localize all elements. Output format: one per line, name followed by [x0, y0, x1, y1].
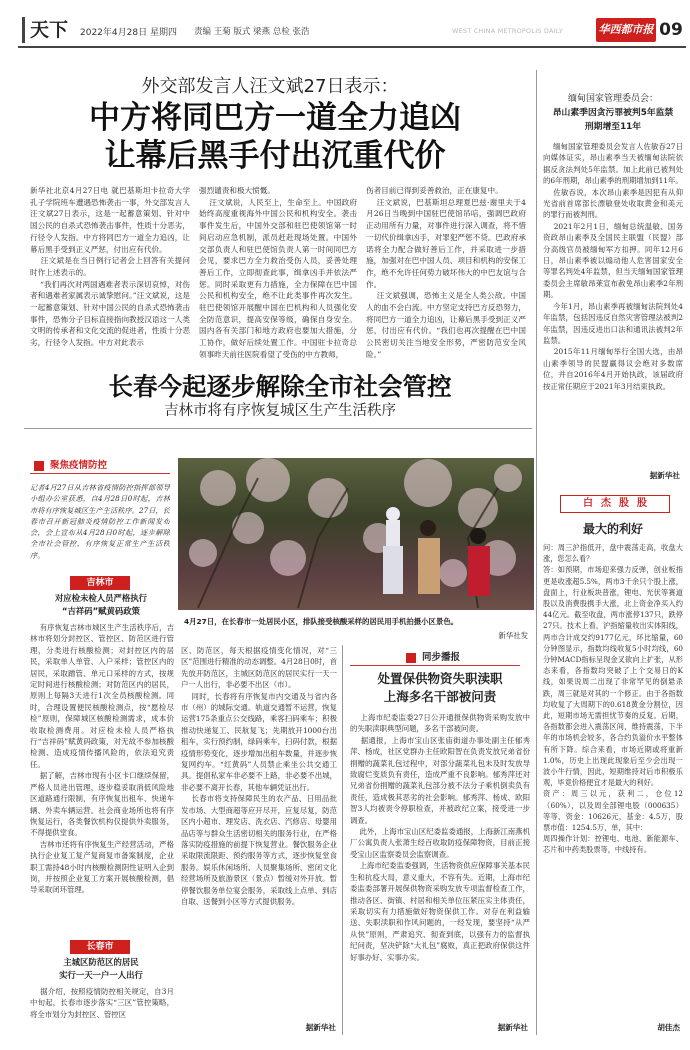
section-name: 天下 — [30, 19, 69, 41]
section-bar — [22, 17, 25, 43]
news-photo — [178, 458, 534, 610]
masthead-editors: 责编 王菊 版式 梁燕 总检 张浩 — [194, 27, 310, 37]
broadcast-tag-marker — [406, 653, 416, 663]
sub2-kicker: 长春市 — [70, 940, 130, 954]
lead-title-line1: 中方将同巴方一道全力追凶 — [89, 100, 461, 136]
jilin-article-body: 有序恢复吉林市城区生产生活秩序后，吉林市将划分封控区、管控区、防范区进行管理，分类进行核酸检测；对封控区内的居民，采取单人单管、入户采样；管控区内的居民，采取蹭管、单元口采样的方式，按规定时间进行核酸检测；对防范区内的居民，原则上每隔3天进行1次全员核酸检测。同时，合理设置便民核酸检测点，按“愿检尽检”原则，保障城区核酸检测需求，成本价收取检测费用。对应检未检人员严格执行“吉祥码”赋黄码政策，对无故不参加核酸检测、造成疫情传播风险的，依法追究责任。 据了解，吉林市现有小区卡口继续保留，严格人员进出管理，逐步稳妥取消低风险地区道路通行限制，有序恢复出租车、快递车辆、外卖车辆运营。社会商业场所也将有序恢复运行，各类餐饮机构仅提供外卖服务，不得提供堂食。 吉林市还将有序恢复生产经营活动，严格执行企业复工复产复商复市备案制度，企业职工需持48小时内核酸检测阴性证明入企到岗，并按照企业复工方案开展核酸检测，倡导采取闭环管理。 — [30, 623, 174, 895]
stock-column-tag — [560, 495, 670, 513]
sub2-title-line2: 实行一天一户一人出行 — [59, 970, 143, 980]
topic-tag-marker — [34, 461, 44, 471]
broadcast-tag — [350, 650, 520, 666]
lead-kicker: 外交部发言人汪文斌27日表示： — [141, 76, 399, 97]
broadcast-body: 上海市纪委监委27日公开通报保供物资采购发放中的失职渎职典型问题，多名干部被问责。 据通报，上海市宝山区张庙街道办事处副主任郁秀萍、杨成，社区党群办主任欧阳智在负责发放兄弟省份捐赠的蔬菜礼包过程中，对部分蔬菜礼包未及时发放导致腐烂变质负有责任，造成严重不良影响。郁秀萍还对兄弟省份捐赠的蔬菜礼包部分被不法分子乘机倒卖负有责任，造成极其恶劣的社会影响。郁秀萍、杨成、欧阳智3人均被责令停职检查，并被政纪立案，接受进一步调查。 此外，上海市宝山区纪委监委通报，上海新江南燕机厂公寓负责人张萧生经百收取防疫保障物资，目前正接受宝山区监察委员会监察调查。 上海市纪委监委强调，生活物资供应保障事关基本民生和抗疫大局，意义重大，不容有失。近期，上海市纪委监委部署开展保供物资采购发放专项监督检查工作，推动各区、街镇、村居和相关单位压紧压实主体责任，采取切实有力措施做好物资保供工作。对存在利益输送、失职渎职和作风问题的，一经发现，要坚持“从严从快”原则，严肃追究、彻查到底，以强有力的监督执纪问责，坚决铲除“大礼包”腐败，真正把政府保供这件好事办好、实事办实。 — [350, 713, 530, 962]
page-number: 09 — [659, 20, 683, 40]
photo-illustration — [178, 458, 534, 610]
lead-column-3: 伤者目前已得到妥善救治，正在康复中。 汪文斌说，巴基斯坦总理夏巴兹·谢里夫于4月26日当晚到中国驻巴使馆吊唁，强调巴政府正动用所有力量，对事件进行深入调查，将不惜一切代价缉拿凶手，对罪犯严惩不贷。巴政府承诺将全力配合做好善后工作，并采取进一步措施，加强对在巴中国人员、项目和机构的安保工作，绝不允许任何势力破坏伟大的中巴友谊与合作。 汪文斌强调，恐怖主义是全人类公敌。中国人的血不会白流。中方坚定支持巴方反恐努力，将同巴方一道全力追凶，让幕后黑手受到正义严惩，付出应有代价。“我们也再次提醒在巴中国公民密切关注当地安全形势，严密防范安全风险。” — [366, 186, 526, 359]
topic-tag — [30, 458, 170, 474]
section-badge — [22, 16, 70, 46]
main-subtitle: 吉林市将有序恢复城区生产生活秩序 — [164, 403, 396, 419]
sub1-kicker: 吉林市 — [70, 576, 130, 590]
sub2-title-line1: 主城区防范区的居民 — [63, 957, 139, 967]
changchun-article-intro: 据介绍，按照疫情防控相关规定，自3月中旬起，长春市逐步落实“三区”管控策略，将全市划分为封控区、管控区 — [30, 987, 174, 1019]
newspaper-logo — [596, 18, 656, 42]
photo-credit: 新华社发 — [498, 631, 528, 640]
right-story-body: 缅甸国家管理委员会发言人佐敏吞27日向媒体证实，昂山素季当天被缅甸法院依据反贪法判处5年监禁。加上此前已被判处的6年刑期，昂山素季的刑期增加到11年。 佐敏吞说，本次昂山素季是因犯有从仰光省前首席部长漂敏登处收取黄金和美元的罪行而被判刑。 2021年2月1日，缅甸总统温敏、国务资政昂山素季及全国民主联盟（民盟）部分高级官员被缅甸军方扣押。同年12月6日，昂山素季被以煽动他人危害国家安全等罪名判处4年监禁，但当天缅甸国家管理委员会主席敏昂莱宣布赦免昂山素季2年刑期。 今年1月，昂山素季再被缅甸法院判处4年监禁，包括因违反自然灾害管理法被判2年监禁，因违反进出口法和通讯法被判2年监禁。 2015年11月缅甸举行全国大选，由昂山素季领导的民盟赢得议会绝对多数席位，并自2016年4月开始执政，该届政府按正常任期应于2021年3月结束执政。 — [543, 142, 683, 391]
right-kicker: 缅甸国家管理委员会： — [567, 94, 658, 104]
headline-rule — [24, 428, 532, 429]
stock-author: 胡佳杰 — [657, 1023, 680, 1032]
stock-body: 问：周三沪指低开，盘中震荡走高，收盘大涨，您怎么看？ 答：如预期，市场迎来强力反弹，创业板指更是收涨超5.5%，两市3千余只个股上涨，盘面上，行业板块普涨，锂电、光伏等赛道股以及消费股携手大涨，北上资金净买入约44亿元。截至收盘，两市涨停137只，跌停27只。技术上看，沪指缩量收出实体阳线，两市合计成交约9177亿元，环比缩量，60分钟图显示，指数均线收复5小时均线，60分钟MACD指标呈现金叉欲向上扩张，从形态来看，各指数均突破了上个交易日的K线，如果说周二出现了非常罕见的倒悬杀跌，周三就是对其的一个修正。由于各指数均收复了大周期下的0.618黄金分割位，因此，短期市场无需担忧节奏的反复。后期，各指数都会进入震荡区间，维持震荡，下半年的市场机会较多，各合约负溢价水平整体有所下降。综合来看，市场近期或将重新1.0%，历史上出现此现象后至少会出现一波小牛行情，因此，短期维持对后市积极乐观，毕竟价格便宜才是最大的利好。 资产：周三以元，获利二，仓位12（60%），以及周全部锂电股（000635）等等，资金：10626元，基金：4.5万，股票市值：1254.5万，单，其中： 周四操作计划：控锂电、电池、新能源车、芯片和中药类股票等，中线持有。 — [543, 543, 683, 855]
changchun-article-body: 区、防范区，每天根据疫情变化情况，对“三区”范围进行精准的动态调整。4月28日0时，首先放开防范区，主城区防范区的居民实行一天一户一人出行，非必要不出区（市）。 同时，长春将有序恢复市内交通及与省内各市（州）的城际交通。轨道交通暂不运营，恢复运营175条重点公交线路，乘客扫码乘车；积极推动快递复工、民航复飞；先期放开1000台出租车，实行预约制，绿码乘车，扫码付款，根据疫情形势变化，逐步增加出租车数量，并逐步恢复网约车。“红黄码”人员禁止乘坐公共交通工具。提倡私家车非必要不上路，非必要不出城，非必要不离开长春，其他车辆凭证出行。 长春市将支持保障民生的农产品、日用品批发市场、大型商超等应开尽开，应复尽复，防范区内小超市、理发店、洗衣店、汽修店、母婴用品店等与群众生活密切相关的服务行业，在严格落实防疫措施的前提下恢复营业。餐饮服务企业采取限流限距、预约服务等方式，逐步恢复堂食服务。娱乐休闲场所、人员聚集场所、密闭文化经营场所及旅游景区（景点）暂缓对外开放。暂停餐饮服务单位宴会服务，采取线上点单、到店自取、送餐到小区等方式提供服务。 — [181, 646, 337, 906]
photo-caption: 4月27日，在长春市一处居民小区，排队接受核酸采样的居民用手机拍摄小区景色。 — [184, 617, 459, 626]
right-story-source: 据新华社 — [649, 471, 680, 480]
lead-column-1: 新华社北京4月27日电 就巴基斯坦卡拉奇大学孔子学院班车遭遇恐怖袭击一事，外交部发言人汪文斌27日表示，这是一起蓄意策划、针对中国公民的自杀式恐怖袭击事件，性质十分恶劣，行径令人发指。中方将同巴方一道全力追凶，让幕后黑手受到正义严惩，付出应有代价。 汪文斌是在当日例行记者会上回答有关提问时作上述表示的。 “我们再次对两国遇难者表示深切哀悼，对伤者和遇难者家属表示诚挚慰问。”汪文斌说，这是一起蓄意策划、针对中国公民的自杀式恐怖袭击事件，恐怖分子目标直接指向教授汉语这一人类文明的传承者和文化交流的促进者，性质十分恶劣，行径令人发指。中方对此表示 — [30, 186, 190, 348]
right-title-line1: 昂山素季因贪污罪被判5年监禁 — [552, 108, 674, 118]
main-intro: 记者4月27日从吉林省疫情防控指挥部领导小组办公室获悉，自4月28日0时起，吉林市将有序恢复城区生产生活秩序。27日，长春市召开新冠肺炎疫情防控工作新闻发布会，会上宣布从4月28日0时起，逐步解除全市社会管控，有序恢复正常生产生活秩序。 — [30, 483, 170, 560]
stock-tag-text: 白杰股股 — [583, 498, 655, 509]
masthead-english: WEST CHINA METROPOLIS DAILY — [452, 27, 563, 35]
masthead-date: 2022年4月28日 星期四 — [80, 28, 177, 38]
lead-column-2: 强烈谴责和极大愤慨。 汪文斌说，人民至上，生命至上。中国政府始终高度重视海外中国公民和机构安全。袭击事件发生后，中国外交部和驻巴使领馆第一时间启动应急机制，派员赶赴现场处置。中国外交部负责人和驻巴使馆负责人第一时间同巴方会见，要求巴方全力救治受伤人员，妥善处理善后工作，立即彻查此事，缉拿凶手并依法严惩。同时采取更有力措施，全力保障在巴中国公民和机构安全，绝不让此类事件再次发生。驻巴使领馆开展醒中国在巴机构和人员强化安全防范意识，提高安保等级，确保自身安全。国内各有关部门和地方政府也要加大措施，分工协作，做好后续处置工作。中国驻卡拉奇总领事昨天前往医院看望了受伤的中方教师， — [199, 186, 357, 359]
sub1-title-line1: 对应检未检人员严格执行 — [54, 593, 148, 603]
main-source: 据新华社 — [305, 1023, 336, 1032]
broadcast-title-line1: 处置保供物资失职渎职 — [377, 671, 503, 686]
broadcast-source: 据新华社 — [497, 1023, 528, 1032]
column-divider-2 — [342, 645, 343, 1035]
main-title: 长春今起逐步解除全市社会管控 — [108, 372, 452, 401]
topic-tag-label: 聚焦疫情防控 — [50, 460, 108, 471]
stock-title: 最大的利好 — [582, 522, 643, 536]
newspaper-logo-text: 华西都市报 — [598, 23, 654, 36]
broadcast-title-line2: 上海多名干部被问责 — [383, 689, 497, 704]
lead-title-line2: 让幕后黑手付出沉重代价 — [104, 138, 446, 174]
right-title-line2: 刑期增至11年 — [584, 122, 642, 132]
column-divider-3 — [536, 490, 537, 1035]
masthead-rule — [18, 46, 686, 48]
sub1-title-line2: “吉祥码”赋黄码政策 — [61, 606, 140, 616]
column-divider — [536, 70, 537, 490]
broadcast-tag-label: 同步播报 — [422, 652, 461, 663]
